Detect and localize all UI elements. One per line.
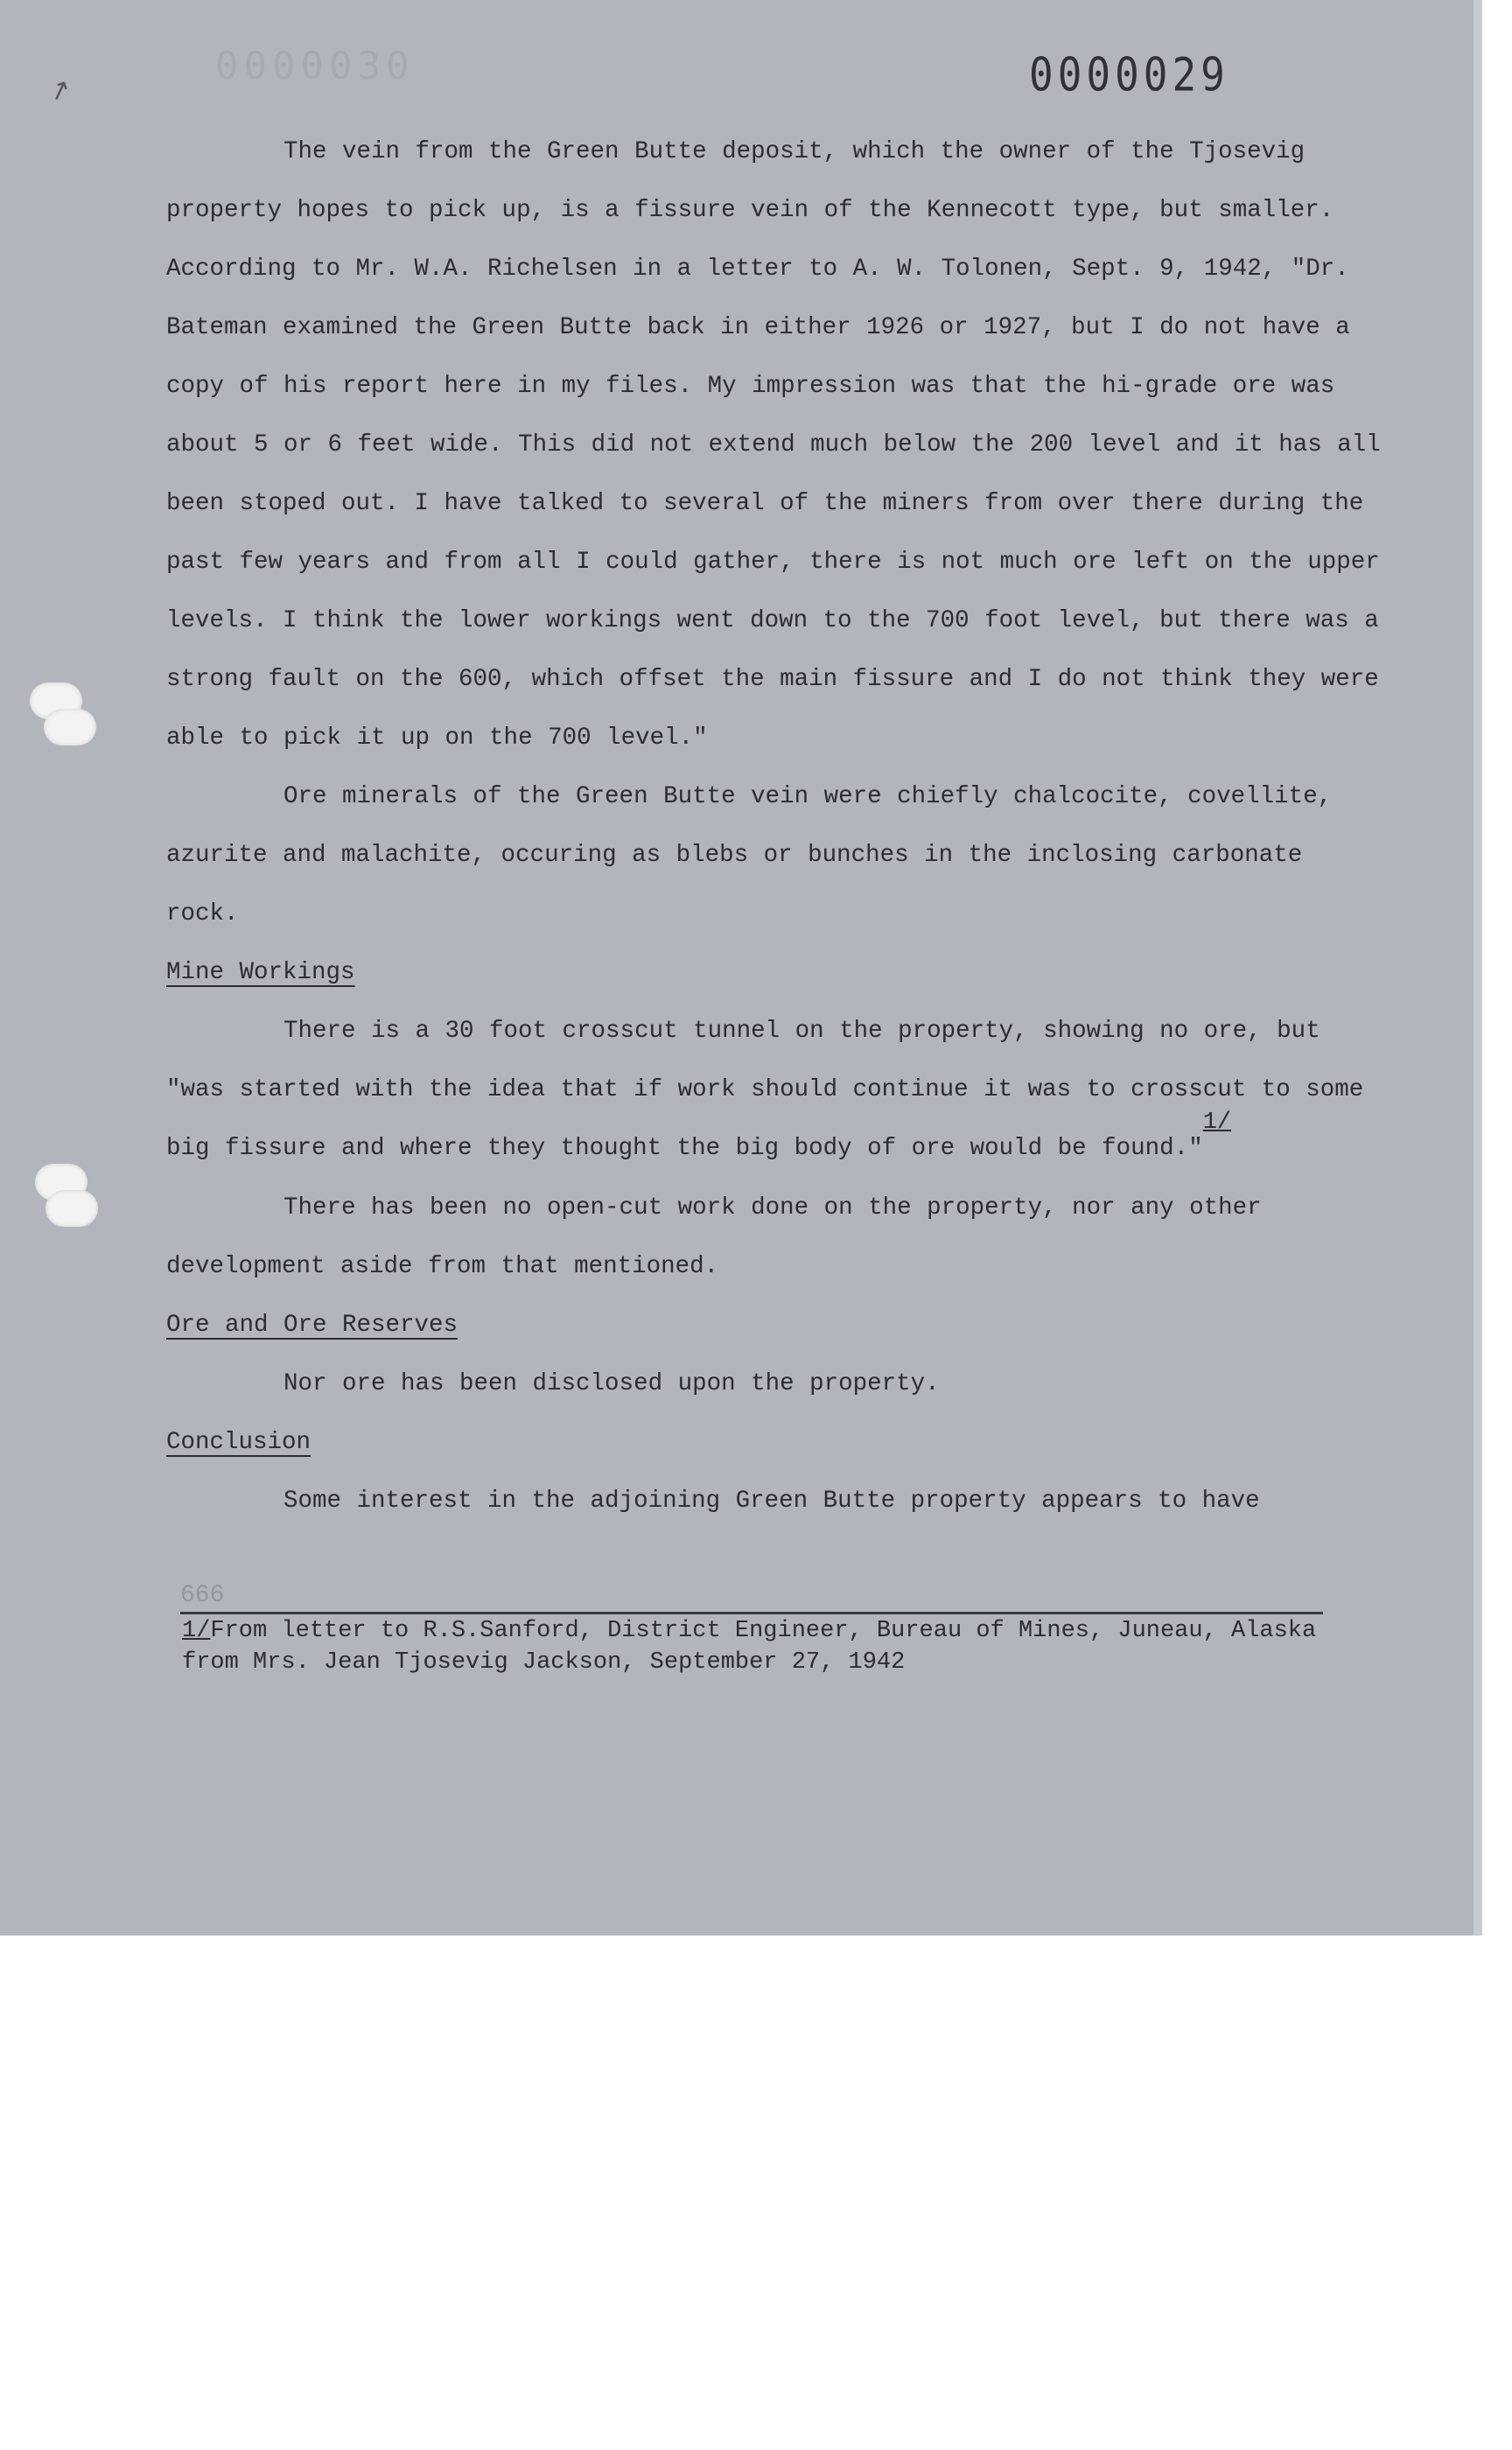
footnote-line-1 bbox=[182, 1615, 1407, 1647]
paragraph-ore-minerals: Ore minerals of the Green Butte vein were chiefly chalcocite, covellite, azurite and malachite, occuring as blebs or bunches in the inclosing carbonate rock. bbox=[166, 783, 1333, 928]
heading-conclusion: Conclusion bbox=[166, 1429, 312, 1456]
paragraph-ore-reserves: Nor ore has been disclosed upon the property. bbox=[284, 1370, 940, 1397]
footnote-reference: 1/ bbox=[1202, 1110, 1232, 1136]
corner-mark-icon: ↗ bbox=[44, 72, 76, 109]
punch-hole bbox=[46, 1190, 98, 1227]
page-number-stamp: 0000029 bbox=[1029, 46, 1229, 102]
faint-stamp: 0000030 bbox=[215, 44, 415, 88]
heading-ore-reserves: Ore and Ore Reserves bbox=[166, 1312, 458, 1339]
blank-scan-area bbox=[0, 1936, 1512, 2450]
mine-workings-text: There is a 30 foot crosscut tunnel on the property, showing no ore, but "was started with the idea that if work should continue it was to crosscut to some big fissure and where they thought the big body of ore would be found." bbox=[166, 1018, 1364, 1162]
footnote bbox=[182, 1615, 1407, 1678]
paragraph-vein: The vein from the Green Butte deposit, which the owner of the Tjosevig property hopes to pick up, is a fissure vein of the Kennecott type, but smaller. According to Mr. W.A. Richelsen in a letter to A. W. Tolonen, Sept. 9, 1942, "Dr. Bateman examined the Green Butte back in either 1926 or 1927, but I do not have a copy of his report here in my files. My impression was that the hi-grade ore was about 5 or 6 feet wide. This did not extend much below the 200 level and it has all been stoped out. I have talked to several of the miners from over there during the past few years and from all I could gather, there is not much ore left on the upper levels. I think the lower workings went down to the 700 foot level, but there was a strong fault on the 600, which offset the main fissure and I do not think they were able to pick it up on the 700 level." bbox=[166, 138, 1381, 752]
heading-mine-workings: Mine Workings bbox=[166, 959, 355, 986]
paragraph-mine-workings bbox=[166, 1002, 1382, 1179]
footnote-line-2: from Mrs. Jean Tjosevig Jackson, September 27, 1942 bbox=[182, 1649, 906, 1676]
footnote-divider bbox=[180, 1612, 1323, 1614]
page-edge bbox=[1474, 0, 1482, 1936]
paragraph-conclusion: Some interest in the adjoining Green Butte property appears to have bbox=[284, 1488, 1260, 1515]
paragraph-development: There has been no open-cut work done on the property, nor any other development aside from that mentioned. bbox=[166, 1194, 1262, 1280]
footnote-mark: 1/ bbox=[182, 1618, 211, 1644]
punch-hole bbox=[44, 709, 96, 746]
footnote-text-1: From letter to R.S.Sanford, District Engineer, Bureau of Mines, Juneau, Alaska bbox=[210, 1618, 1317, 1644]
document-body bbox=[166, 122, 1382, 1530]
faint-number: 666 bbox=[180, 1582, 225, 1609]
